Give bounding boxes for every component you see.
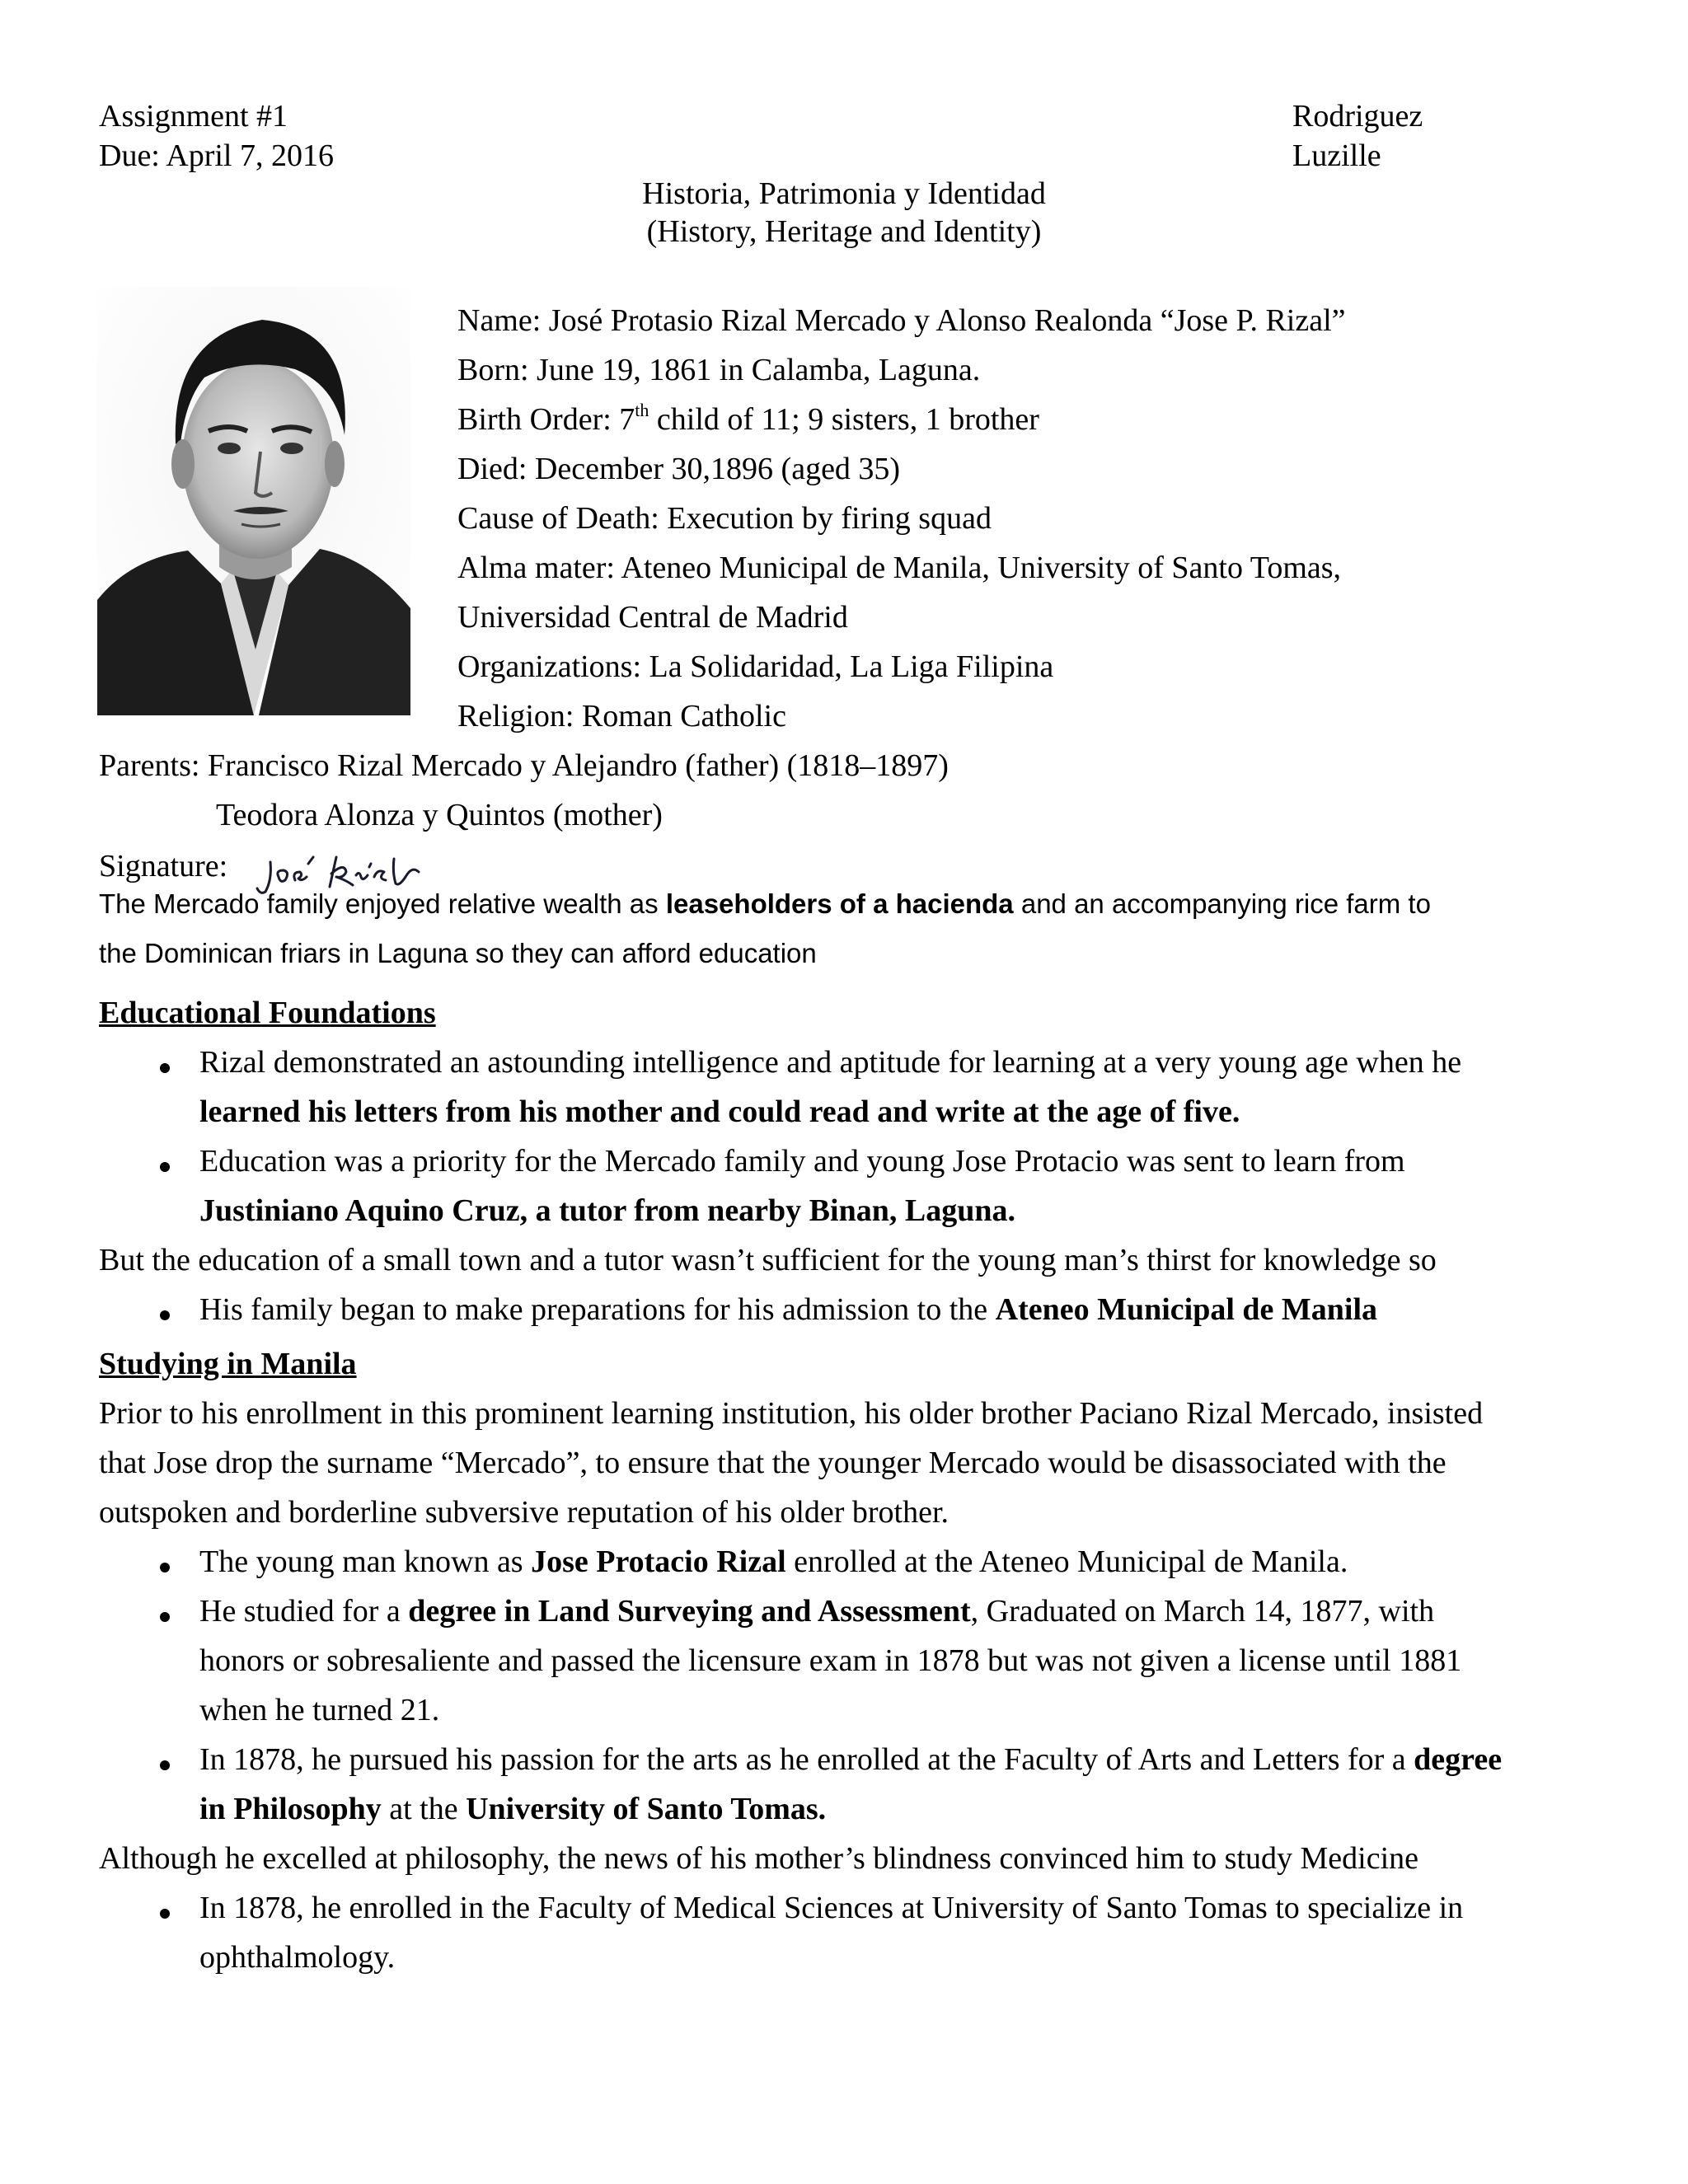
section2-bullet2-line1: He studied for a degree in Land Surveying and Assessment, Graduated on March 14, 1877, with <box>199 1594 1435 1629</box>
profile-alma-mater: Alma mater: Ateneo Municipal de Manila, University of Santo Tomas, <box>457 551 1342 585</box>
profile-religion: Religion: Roman Catholic <box>457 699 786 733</box>
section1-bullet2-line1: Education was a priority for the Mercado family and young Jose Protacio was sent to learn from <box>199 1144 1405 1179</box>
author-given-name: Luzille <box>1292 138 1381 173</box>
profile-cause-of-death: Cause of Death: Execution by firing squad <box>457 501 992 536</box>
section2-para-line1: Prior to his enrollment in this prominent learning institution, his older brother Paciano Rizal Mercado, insisted <box>99 1396 1484 1431</box>
assignment-label: Assignment #1 <box>99 99 288 134</box>
profile-organizations: Organizations: La Solidaridad, La Liga Filipina <box>457 649 1054 684</box>
bullet-icon <box>160 1760 170 1770</box>
profile-parents-father: Parents: Francisco Rizal Mercado y Alejandro (father) (1818–1897) <box>99 748 949 783</box>
wealth-line-2: the Dominican friars in Laguna so they can afford education <box>99 938 817 968</box>
section2-bullet4-line2: ophthalmology. <box>199 1940 396 1975</box>
signature-label: Signature: <box>99 849 228 883</box>
section1-bullet3: His family began to make preparations for his admission to the Ateneo Municipal de Manila <box>199 1292 1378 1327</box>
section1-bullet1-line2: learned his letters from his mother and could read and write at the age of five. <box>199 1094 1240 1129</box>
profile-name: Name: José Protasio Rizal Mercado y Alonso Realonda “Jose P. Rizal” <box>457 303 1346 338</box>
section2-bullet2-line2: honors or sobresaliente and passed the licensure exam in 1878 but was not given a license until 1881 <box>199 1643 1462 1678</box>
section2-bullet3-line2: in Philosophy at the University of Santo Tomas. <box>199 1792 827 1826</box>
section-heading-studying-in-manila: Studying in Manila <box>99 1347 357 1381</box>
section2-paragraph-medicine: Although he excelled at philosophy, the news of his mother’s blindness convinced him to study Medicine <box>99 1841 1419 1876</box>
section2-para-line2: that Jose drop the surname “Mercado”, to ensure that the younger Mercado would be disassociated with the <box>99 1446 1447 1480</box>
bullet-icon <box>160 1310 170 1320</box>
due-date: Due: April 7, 2016 <box>99 138 334 173</box>
section2-bullet3-line1: In 1878, he pursued his passion for the arts as he enrolled at the Faculty of Arts and Letters for a degree <box>199 1742 1503 1777</box>
profile-parents-mother: Teodora Alonza y Quintos (mother) <box>216 798 663 832</box>
document-subtitle: (History, Heritage and Identity) <box>646 214 1042 249</box>
section1-bullet2-line2: Justiniano Aquino Cruz, a tutor from nearby Binan, Laguna. <box>199 1193 1015 1228</box>
profile-born: Born: June 19, 1861 in Calamba, Laguna. <box>457 353 981 387</box>
section2-bullet4-line1: In 1878, he enrolled in the Faculty of Medical Sciences at University of Santo Tomas to specialize in <box>199 1891 1464 1925</box>
section2-bullet1: The young man known as Jose Protacio Rizal enrolled at the Ateneo Municipal de Manila. <box>199 1544 1348 1579</box>
section2-bullet2-line3: when he turned 21. <box>199 1693 440 1727</box>
bullet-icon <box>160 1909 170 1919</box>
document-title: Historia, Patrimonia y Identidad <box>642 176 1046 211</box>
section-heading-educational-foundations: Educational Foundations <box>99 996 436 1030</box>
section2-para-line3: outspoken and borderline subversive reputation of his older brother. <box>99 1495 950 1530</box>
profile-birth-order: Birth Order: 7th child of 11; 9 sisters, 1 brother <box>457 400 1039 437</box>
wealth-line-1: The Mercado family enjoyed relative wealth as leaseholders of a hacienda and an accompanying rice farm to <box>99 888 1431 919</box>
bullet-icon <box>160 1063 170 1073</box>
bullet-icon <box>160 1563 170 1572</box>
bullet-icon <box>160 1612 170 1622</box>
bullet-icon <box>160 1162 170 1172</box>
portrait-image <box>97 287 410 715</box>
section1-bullet1-line1: Rizal demonstrated an astounding intelligence and aptitude for learning at a very young age when he <box>199 1045 1462 1080</box>
profile-died: Died: December 30,1896 (aged 35) <box>457 452 901 486</box>
section1-paragraph: But the education of a small town and a tutor wasn’t sufficient for the young man’s thirst for knowledge so <box>99 1243 1437 1277</box>
author-surname: Rodriguez <box>1292 99 1423 134</box>
profile-alma-mater-cont: Universidad Central de Madrid <box>457 600 848 635</box>
